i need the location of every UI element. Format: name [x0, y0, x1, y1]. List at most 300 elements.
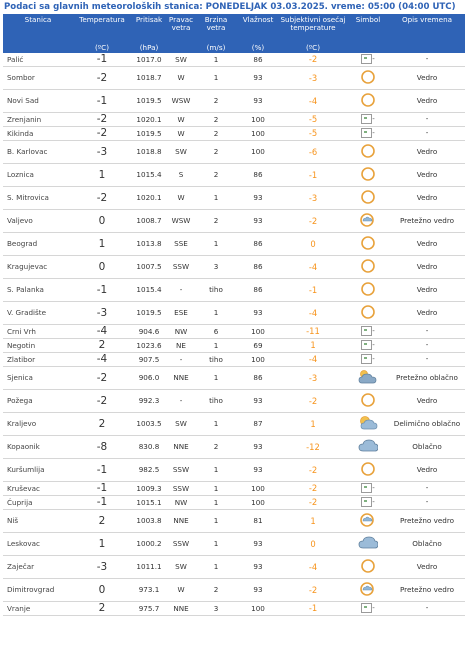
- sun-icon: [360, 235, 376, 253]
- pressure-value: 1018.8: [131, 140, 167, 163]
- humidity-value: 86: [237, 366, 279, 389]
- subjective-temperature-value: 1: [279, 338, 347, 352]
- wind-speed-value: tiho: [195, 389, 237, 412]
- pressure-value: 1011.1: [131, 555, 167, 578]
- wind-direction-value: W: [167, 578, 195, 601]
- wind-direction-value: W: [167, 66, 195, 89]
- mostly-sunny-icon: [359, 581, 377, 599]
- broken-image-icon: -: [361, 114, 375, 124]
- subjective-temperature-value: -2: [279, 578, 347, 601]
- subjective-temperature-value: -4: [279, 352, 347, 366]
- weather-description: Pretežno vedro: [389, 578, 465, 601]
- wind-speed-value: 1: [195, 338, 237, 352]
- table-row: [3, 509, 465, 532]
- subjective-temperature-value: -2: [279, 495, 347, 509]
- column-header-station: Stanica: [3, 14, 73, 44]
- wind-direction-value: -: [167, 352, 195, 366]
- wind-direction-value: NE: [167, 338, 195, 352]
- humidity-value: 100: [237, 324, 279, 338]
- temperature-value: 0: [73, 578, 131, 601]
- temperature-value: -2: [73, 112, 131, 126]
- pressure-value: 1015.1: [131, 495, 167, 509]
- subjective-temperature-value: 1: [279, 412, 347, 435]
- wind-speed-value: 2: [195, 112, 237, 126]
- wind-direction-value: SSW: [167, 255, 195, 278]
- subjective-temperature-value: -2: [279, 481, 347, 495]
- humidity-value: 86: [237, 255, 279, 278]
- temperature-value: -2: [73, 186, 131, 209]
- weather-description: Vedro: [389, 555, 465, 578]
- subjective-temperature-value: -6: [279, 140, 347, 163]
- pressure-value: 1000.2: [131, 532, 167, 555]
- temperature-value: -1: [73, 458, 131, 481]
- weather-symbol-cell: [347, 140, 389, 163]
- temperature-value: -3: [73, 555, 131, 578]
- pressure-value: 1009.3: [131, 481, 167, 495]
- pressure-value: 1019.5: [131, 126, 167, 140]
- wind-direction-value: S: [167, 163, 195, 186]
- station-name: B. Karlovac: [3, 140, 73, 163]
- weather-symbol-cell: [347, 338, 389, 352]
- weather-symbol-cell: [347, 555, 389, 578]
- sun-icon: [360, 558, 376, 576]
- pressure-value: 1019.5: [131, 89, 167, 112]
- wind-direction-value: W: [167, 126, 195, 140]
- humidity-value: 93: [237, 209, 279, 232]
- table-row: [3, 89, 465, 112]
- table-row: [3, 601, 465, 615]
- weather-description: Delimično oblačno: [389, 412, 465, 435]
- wind-speed-value: 3: [195, 601, 237, 615]
- wind-speed-value: 1: [195, 53, 237, 67]
- table-row: [3, 555, 465, 578]
- column-header-description: Opis vremena: [389, 14, 465, 44]
- weather-symbol-cell: [347, 601, 389, 615]
- pressure-value: 1015.4: [131, 278, 167, 301]
- subjective-temperature-value: -1: [279, 278, 347, 301]
- station-name: Dimitrovgrad: [3, 578, 73, 601]
- weather-description: Pretežno oblačno: [389, 366, 465, 389]
- wind-speed-value: 1: [195, 481, 237, 495]
- station-name: V. Gradište: [3, 301, 73, 324]
- weather-description: Vedro: [389, 301, 465, 324]
- pressure-value: 1023.6: [131, 338, 167, 352]
- station-name: Negotin: [3, 338, 73, 352]
- subjective-temperature-value: -4: [279, 255, 347, 278]
- wind-direction-value: NNE: [167, 601, 195, 615]
- weather-symbol-cell: [347, 532, 389, 555]
- temperature-value: 2: [73, 509, 131, 532]
- humidity-value: 100: [237, 126, 279, 140]
- mostly-cloudy-icon: [358, 369, 378, 387]
- weather-symbol-cell: [347, 126, 389, 140]
- column-header-wind-direction: Pravac vetra: [167, 14, 195, 44]
- subjective-temperature-value: -5: [279, 112, 347, 126]
- weather-description: Vedro: [389, 163, 465, 186]
- weather-description: -: [389, 126, 465, 140]
- pressure-value: 1008.7: [131, 209, 167, 232]
- humidity-value: 93: [237, 89, 279, 112]
- humidity-value: 93: [237, 458, 279, 481]
- sun-icon: [360, 461, 376, 479]
- subjective-temperature-value: -3: [279, 66, 347, 89]
- weather-symbol-cell: [347, 209, 389, 232]
- subjective-temperature-value: -1: [279, 601, 347, 615]
- subjective-temperature-value: 0: [279, 532, 347, 555]
- weather-stations-table: [3, 14, 465, 616]
- weather-symbol-cell: [347, 163, 389, 186]
- pressure-value: 1015.4: [131, 163, 167, 186]
- subjective-temperature-value: -2: [279, 389, 347, 412]
- column-header-subjective-temperature: Subjektivni osećaj temperature: [279, 14, 347, 44]
- wind-speed-value: 1: [195, 232, 237, 255]
- unit-temperature: (ºC): [73, 44, 131, 53]
- wind-direction-value: W: [167, 186, 195, 209]
- station-name: Valjevo: [3, 209, 73, 232]
- wind-direction-value: NW: [167, 324, 195, 338]
- wind-direction-value: NNE: [167, 366, 195, 389]
- table-row: [3, 481, 465, 495]
- pressure-value: 1003.5: [131, 412, 167, 435]
- unit-subjective-temperature: (ºC): [279, 44, 347, 53]
- station-name: Zrenjanin: [3, 112, 73, 126]
- weather-description: Vedro: [389, 389, 465, 412]
- weather-description: -: [389, 495, 465, 509]
- broken-image-icon: -: [361, 354, 375, 364]
- unit-wind-direction: [167, 44, 195, 53]
- broken-image-icon: -: [361, 54, 375, 64]
- wind-speed-value: tiho: [195, 278, 237, 301]
- table-row: [3, 412, 465, 435]
- sun-icon: [360, 92, 376, 110]
- weather-description: Oblačno: [389, 532, 465, 555]
- humidity-value: 100: [237, 601, 279, 615]
- table-row: [3, 532, 465, 555]
- humidity-value: 93: [237, 301, 279, 324]
- wind-speed-value: 1: [195, 532, 237, 555]
- broken-image-icon: -: [361, 340, 375, 350]
- station-name: Leskovac: [3, 532, 73, 555]
- weather-description: Pretežno vedro: [389, 209, 465, 232]
- pressure-value: 1019.5: [131, 301, 167, 324]
- temperature-value: 1: [73, 163, 131, 186]
- column-header-humidity: Vlažnost: [237, 14, 279, 44]
- temperature-value: 1: [73, 532, 131, 555]
- unit-symbol: [347, 44, 389, 53]
- weather-symbol-cell: [347, 352, 389, 366]
- pressure-value: 1018.7: [131, 66, 167, 89]
- table-row: [3, 163, 465, 186]
- pressure-value: 1003.8: [131, 509, 167, 532]
- wind-speed-value: 3: [195, 255, 237, 278]
- wind-direction-value: WSW: [167, 89, 195, 112]
- humidity-value: 93: [237, 389, 279, 412]
- wind-speed-value: 1: [195, 509, 237, 532]
- sun-icon: [360, 143, 376, 161]
- pressure-value: 1017.0: [131, 53, 167, 67]
- subjective-temperature-value: -5: [279, 126, 347, 140]
- subjective-temperature-value: -12: [279, 435, 347, 458]
- wind-speed-value: 1: [195, 495, 237, 509]
- unit-pressure: (hPa): [131, 44, 167, 53]
- unit-humidity: (%): [237, 44, 279, 53]
- wind-direction-value: NNE: [167, 435, 195, 458]
- weather-description: Vedro: [389, 278, 465, 301]
- temperature-value: 2: [73, 338, 131, 352]
- weather-symbol-cell: [347, 278, 389, 301]
- wind-speed-value: 2: [195, 209, 237, 232]
- temperature-value: -2: [73, 366, 131, 389]
- weather-symbol-cell: [347, 366, 389, 389]
- weather-description: Vedro: [389, 186, 465, 209]
- station-name: Sjenica: [3, 366, 73, 389]
- table-row: [3, 209, 465, 232]
- subjective-temperature-value: -3: [279, 186, 347, 209]
- humidity-value: 93: [237, 435, 279, 458]
- wind-speed-value: 2: [195, 435, 237, 458]
- subjective-temperature-value: -2: [279, 458, 347, 481]
- pressure-value: 982.5: [131, 458, 167, 481]
- wind-speed-value: 2: [195, 140, 237, 163]
- wind-speed-value: 1: [195, 186, 237, 209]
- temperature-value: -2: [73, 126, 131, 140]
- wind-speed-value: 1: [195, 366, 237, 389]
- temperature-value: -2: [73, 389, 131, 412]
- humidity-value: 100: [237, 140, 279, 163]
- broken-image-icon: -: [361, 497, 375, 507]
- humidity-value: 86: [237, 278, 279, 301]
- weather-description: Vedro: [389, 232, 465, 255]
- pressure-value: 992.3: [131, 389, 167, 412]
- subjective-temperature-value: -2: [279, 53, 347, 67]
- weather-symbol-cell: [347, 389, 389, 412]
- humidity-value: 100: [237, 112, 279, 126]
- weather-symbol-cell: [347, 458, 389, 481]
- station-name: Kuršumlija: [3, 458, 73, 481]
- station-name: Ćuprija: [3, 495, 73, 509]
- table-row: [3, 352, 465, 366]
- broken-image-icon: -: [361, 326, 375, 336]
- weather-symbol-cell: [347, 435, 389, 458]
- wind-direction-value: NNE: [167, 509, 195, 532]
- wind-direction-value: -: [167, 278, 195, 301]
- wind-speed-value: 2: [195, 89, 237, 112]
- table-units-row: [3, 44, 465, 53]
- temperature-value: -3: [73, 301, 131, 324]
- pressure-value: 1013.8: [131, 232, 167, 255]
- wind-direction-value: W: [167, 112, 195, 126]
- temperature-value: -3: [73, 140, 131, 163]
- subjective-temperature-value: -1: [279, 163, 347, 186]
- pressure-value: 1007.5: [131, 255, 167, 278]
- humidity-value: 93: [237, 186, 279, 209]
- partly-cloudy-icon: [358, 415, 378, 433]
- mostly-sunny-icon: [359, 212, 377, 230]
- weather-description: Vedro: [389, 89, 465, 112]
- weather-description: -: [389, 601, 465, 615]
- station-name: Zlatibor: [3, 352, 73, 366]
- weather-symbol-cell: [347, 186, 389, 209]
- sun-icon: [360, 304, 376, 322]
- wind-speed-value: 2: [195, 163, 237, 186]
- column-header-temperature: Temperatura: [73, 14, 131, 44]
- subjective-temperature-value: -3: [279, 366, 347, 389]
- station-name: Kragujevac: [3, 255, 73, 278]
- weather-description: -: [389, 53, 465, 67]
- broken-image-icon: -: [361, 483, 375, 493]
- weather-description: Vedro: [389, 458, 465, 481]
- weather-symbol-cell: [347, 495, 389, 509]
- weather-description: -: [389, 112, 465, 126]
- weather-symbol-cell: [347, 301, 389, 324]
- table-header-row: [3, 14, 465, 44]
- temperature-value: 0: [73, 209, 131, 232]
- temperature-value: 2: [73, 601, 131, 615]
- weather-description: -: [389, 324, 465, 338]
- wind-direction-value: -: [167, 389, 195, 412]
- humidity-value: 100: [237, 352, 279, 366]
- wind-speed-value: 1: [195, 301, 237, 324]
- sun-icon: [360, 258, 376, 276]
- pressure-value: 1020.1: [131, 112, 167, 126]
- unit-wind-speed: (m/s): [195, 44, 237, 53]
- station-name: Niš: [3, 509, 73, 532]
- wind-speed-value: tiho: [195, 352, 237, 366]
- wind-direction-value: SSW: [167, 458, 195, 481]
- temperature-value: -1: [73, 495, 131, 509]
- subjective-temperature-value: -11: [279, 324, 347, 338]
- table-row: [3, 255, 465, 278]
- sun-icon: [360, 166, 376, 184]
- station-name: Beograd: [3, 232, 73, 255]
- weather-symbol-cell: [347, 481, 389, 495]
- pressure-value: 904.6: [131, 324, 167, 338]
- weather-symbol-cell: [347, 112, 389, 126]
- weather-symbol-cell: [347, 255, 389, 278]
- subjective-temperature-value: -4: [279, 301, 347, 324]
- weather-description: -: [389, 481, 465, 495]
- table-row: [3, 186, 465, 209]
- unit-station: [3, 44, 73, 53]
- table-row: [3, 53, 465, 67]
- table-row: [3, 301, 465, 324]
- table-row: [3, 140, 465, 163]
- station-name: Požega: [3, 389, 73, 412]
- pressure-value: 830.8: [131, 435, 167, 458]
- temperature-value: -1: [73, 481, 131, 495]
- cloud-icon: [358, 536, 378, 552]
- table-row: [3, 389, 465, 412]
- weather-description: Pretežno vedro: [389, 509, 465, 532]
- wind-direction-value: SW: [167, 53, 195, 67]
- station-name: S. Mitrovica: [3, 186, 73, 209]
- humidity-value: 86: [237, 232, 279, 255]
- broken-image-icon: -: [361, 603, 375, 613]
- station-name: Palić: [3, 53, 73, 67]
- weather-symbol-cell: [347, 324, 389, 338]
- table-row: [3, 232, 465, 255]
- column-header-pressure: Pritisak: [131, 14, 167, 44]
- weather-symbol-cell: [347, 89, 389, 112]
- station-name: Kopaonik: [3, 435, 73, 458]
- temperature-value: -1: [73, 278, 131, 301]
- unit-description: [389, 44, 465, 53]
- table-row: [3, 578, 465, 601]
- weather-description: Vedro: [389, 255, 465, 278]
- weather-symbol-cell: [347, 578, 389, 601]
- station-name: S. Palanka: [3, 278, 73, 301]
- station-name: Sombor: [3, 66, 73, 89]
- broken-image-icon: -: [361, 128, 375, 138]
- wind-speed-value: 2: [195, 578, 237, 601]
- humidity-value: 69: [237, 338, 279, 352]
- table-row: [3, 366, 465, 389]
- wind-direction-value: SW: [167, 140, 195, 163]
- table-row: [3, 126, 465, 140]
- table-row: [3, 112, 465, 126]
- station-name: Zaječar: [3, 555, 73, 578]
- wind-direction-value: WSW: [167, 209, 195, 232]
- temperature-value: 2: [73, 412, 131, 435]
- wind-speed-value: 1: [195, 555, 237, 578]
- station-name: Kraljevo: [3, 412, 73, 435]
- wind-direction-value: SSE: [167, 232, 195, 255]
- weather-symbol-cell: [347, 232, 389, 255]
- temperature-value: -4: [73, 324, 131, 338]
- wind-direction-value: SW: [167, 412, 195, 435]
- humidity-value: 86: [237, 163, 279, 186]
- sun-icon: [360, 281, 376, 299]
- weather-description: Oblačno: [389, 435, 465, 458]
- humidity-value: 93: [237, 66, 279, 89]
- wind-speed-value: 1: [195, 412, 237, 435]
- table-body: [3, 53, 465, 616]
- temperature-value: -2: [73, 66, 131, 89]
- table-row: [3, 338, 465, 352]
- station-name: Loznica: [3, 163, 73, 186]
- humidity-value: 100: [237, 495, 279, 509]
- weather-symbol-cell: [347, 412, 389, 435]
- table-row: [3, 278, 465, 301]
- temperature-value: -4: [73, 352, 131, 366]
- humidity-value: 86: [237, 53, 279, 67]
- humidity-value: 100: [237, 481, 279, 495]
- temperature-value: -1: [73, 89, 131, 112]
- subjective-temperature-value: -4: [279, 89, 347, 112]
- cloud-icon: [358, 439, 378, 455]
- station-name: Kikinda: [3, 126, 73, 140]
- pressure-value: 1020.1: [131, 186, 167, 209]
- temperature-value: -8: [73, 435, 131, 458]
- column-header-wind-speed: Brzina vetra: [195, 14, 237, 44]
- weather-symbol-cell: [347, 66, 389, 89]
- sun-icon: [360, 189, 376, 207]
- temperature-value: 0: [73, 255, 131, 278]
- table-row: [3, 66, 465, 89]
- humidity-value: 87: [237, 412, 279, 435]
- station-name: Novi Sad: [3, 89, 73, 112]
- weather-description: Vedro: [389, 140, 465, 163]
- wind-speed-value: 1: [195, 458, 237, 481]
- wind-speed-value: 1: [195, 66, 237, 89]
- station-name: Kruševac: [3, 481, 73, 495]
- pressure-value: 906.0: [131, 366, 167, 389]
- wind-direction-value: SW: [167, 555, 195, 578]
- table-row: [3, 495, 465, 509]
- weather-symbol-cell: [347, 509, 389, 532]
- station-name: Crni Vrh: [3, 324, 73, 338]
- humidity-value: 93: [237, 555, 279, 578]
